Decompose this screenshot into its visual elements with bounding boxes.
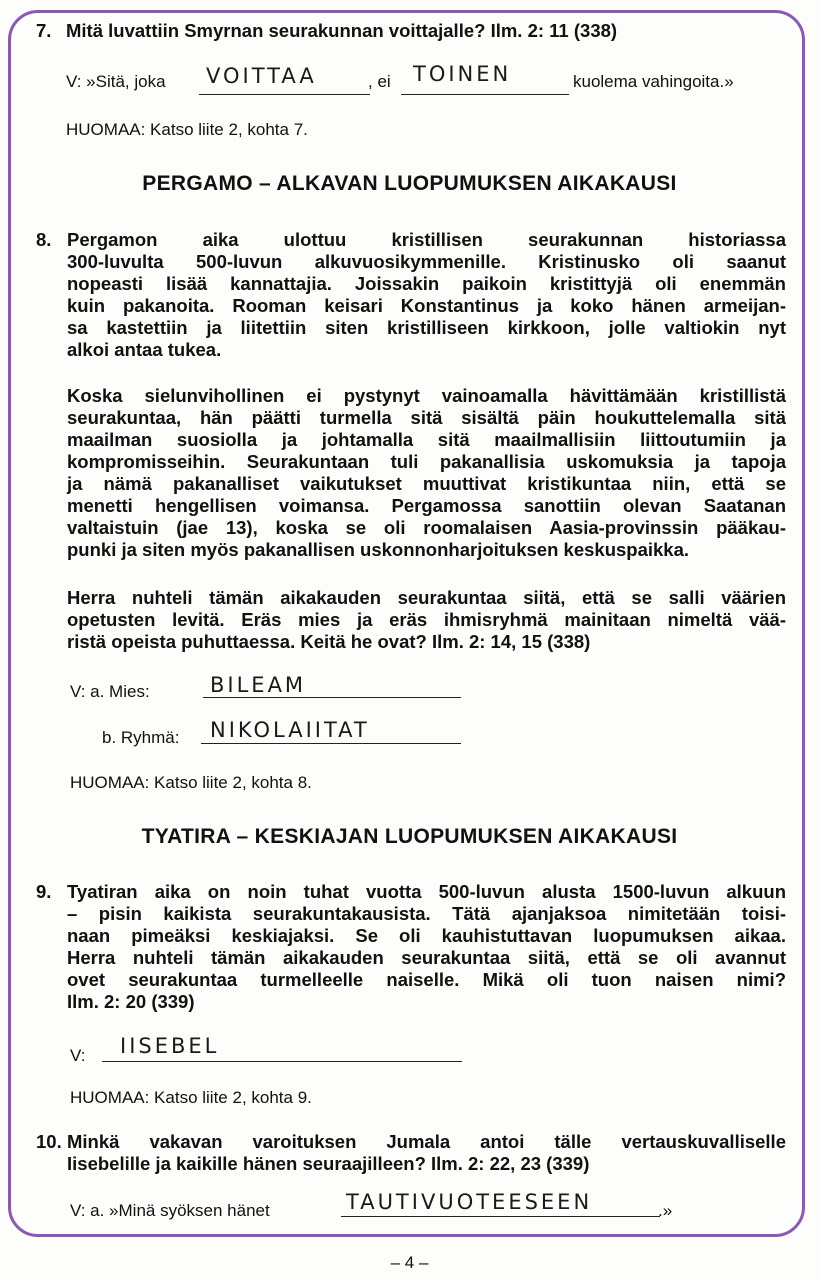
- question-9-text: [67, 881, 786, 1013]
- text-line: ovet seurakuntaa turmelleelle naiselle. Mikä oli tuon naisen nimi?: [67, 969, 786, 990]
- answer-line-1: [199, 94, 370, 95]
- text-line: kompromisseihin. Seurakuntaan tuli pakanallisia uskomuksia ja tapoja: [67, 451, 786, 472]
- text-line: alkoi antaa tukea.: [67, 339, 222, 360]
- handwritten-answer-10: TAUTIVUOTEESEEN: [346, 1190, 593, 1214]
- question-7-answer-mid: , ei: [368, 72, 391, 91]
- text-line: seurakuntaa, hän päätti turmella sitä sisältä päin houkuttelemalla sitä: [67, 407, 786, 428]
- text-line: kuin pakanoita. Rooman keisari Konstantinus ja koko hänen armeijan-: [67, 295, 786, 316]
- question-8-paragraph-1: [67, 229, 786, 361]
- handwritten-answer-b: NIKOLAIITAT: [210, 718, 370, 742]
- text-line: Herra nuhteli tämän aikakauden seurakuntaa siitä, että se salli väärien: [67, 587, 786, 608]
- question-8-paragraph-2: [67, 385, 786, 561]
- question-10-answer-end: .»: [658, 1201, 673, 1220]
- text-line: sa kastettiin ja liitettiin siten kristilliseen kirkkoon, jolle valtiokin nyt: [67, 317, 786, 338]
- question-7-answer-suffix: kuolema vahingoita.»: [573, 72, 734, 91]
- text-line: Iisebelille ja kaikille hänen seuraajilleen? Ilm. 2: 22, 23 (339): [67, 1153, 590, 1174]
- text-line: menetti hengellisen voimansa. Pergamossa sanottiin olevan Saatanan: [67, 495, 786, 516]
- text-line: Pergamon aika ulottuu kristillisen seurakunnan historiassa: [67, 229, 786, 250]
- question-10-number: 10.: [36, 1131, 62, 1152]
- answer-line-b: [201, 743, 461, 744]
- text-line: 300-luvulta 500-luvun alkuvuosikymmenille. Kristinusko oli saanut: [67, 251, 786, 272]
- question-10-answer-label: V: a. »Minä syöksen hänet: [70, 1201, 270, 1220]
- text-line: Ilm. 2: 20 (339): [67, 991, 195, 1012]
- text-line: nopeasti lisää kannattajia. Joissakin paikoin kristittyjä oli enemmän: [67, 273, 786, 294]
- text-line: opetusten levitä. Eräs mies ja eräs ihmisryhmä mainitaan nimeltä vää-: [67, 609, 786, 630]
- question-9-answer-label: V:: [70, 1046, 86, 1065]
- text-line: – pisin kaikista seurakuntakausista. Tätä ajanjaksoa nimitetään toisi-: [67, 903, 786, 924]
- answer-line-9: [102, 1061, 462, 1062]
- question-7-number: 7.: [36, 20, 52, 41]
- question-7-answer-prefix: V: »Sitä, joka: [66, 72, 166, 91]
- text-line: maailman suosiolla ja johtamalla sitä maailmallisiin liittoutumiin ja: [67, 429, 786, 450]
- page-number: – 4 –: [390, 1253, 429, 1272]
- question-8-answer-a-label: V: a. Mies:: [70, 682, 150, 701]
- text-line: Koska sielunvihollinen ei pystynyt vainoamalla hävittämään kristillistä: [67, 385, 786, 406]
- question-9-number: 9.: [36, 881, 52, 902]
- text-line: valtaistuin (jae 13), koska se oli roomalaisen Aasia-provinssin pääkau-: [67, 517, 786, 538]
- question-8-paragraph-3: [67, 587, 786, 653]
- question-8-answer-b-label: b. Ryhmä:: [102, 728, 180, 747]
- text-line: ristä opeista puhuttaessa. Keitä he ovat? Ilm. 2: 14, 15 (338): [67, 631, 591, 652]
- question-9-note: HUOMAA: Katso liite 2, kohta 9.: [70, 1088, 312, 1107]
- text-line: ja nämä pakanalliset vaikutukset muuttivat kristikuntaa niin, että se: [67, 473, 786, 494]
- question-10-text: [67, 1131, 786, 1175]
- answer-line-a: [203, 697, 461, 698]
- answer-line-10: [341, 1216, 660, 1217]
- section-heading-tyatira: TYATIRA – KESKIAJAN LUOPUMUKSEN AIKAKAUSI: [141, 825, 678, 848]
- answer-line-2: [401, 94, 569, 95]
- text-line: Minkä vakavan varoituksen Jumala antoi tälle vertauskuvalliselle: [67, 1131, 786, 1152]
- text-line: Tyatiran aika on noin tuhat vuotta 500-luvun alusta 1500-luvun alkuun: [67, 881, 786, 902]
- text-line: naan pimeäksi keskiajaksi. Se oli kauhistuttavan luopumuksen aikaa.: [67, 925, 786, 946]
- handwritten-answer-a: BILEAM: [210, 673, 307, 697]
- question-7-text: Mitä luvattiin Smyrnan seurakunnan voittajalle? Ilm. 2: 11 (338): [66, 20, 618, 41]
- question-7-note: HUOMAA: Katso liite 2, kohta 7.: [66, 120, 308, 139]
- text-line: Herra nuhteli tämän aikakauden seurakuntaa siitä, että se oli avannut: [67, 947, 786, 968]
- handwritten-answer-1: VOITTAA: [206, 64, 317, 88]
- question-8-note: HUOMAA: Katso liite 2, kohta 8.: [70, 773, 312, 792]
- section-heading-pergamo: PERGAMO – ALKAVAN LUOPUMUKSEN AIKAKAUSI: [142, 172, 677, 195]
- question-8-number: 8.: [36, 229, 52, 250]
- text-line: punki ja siten myös pakanallisen uskonnonharjoituksen keskuspaikka.: [67, 539, 690, 560]
- handwritten-answer-9: IISEBEL: [120, 1034, 220, 1058]
- handwritten-answer-2: TOINEN: [413, 62, 512, 86]
